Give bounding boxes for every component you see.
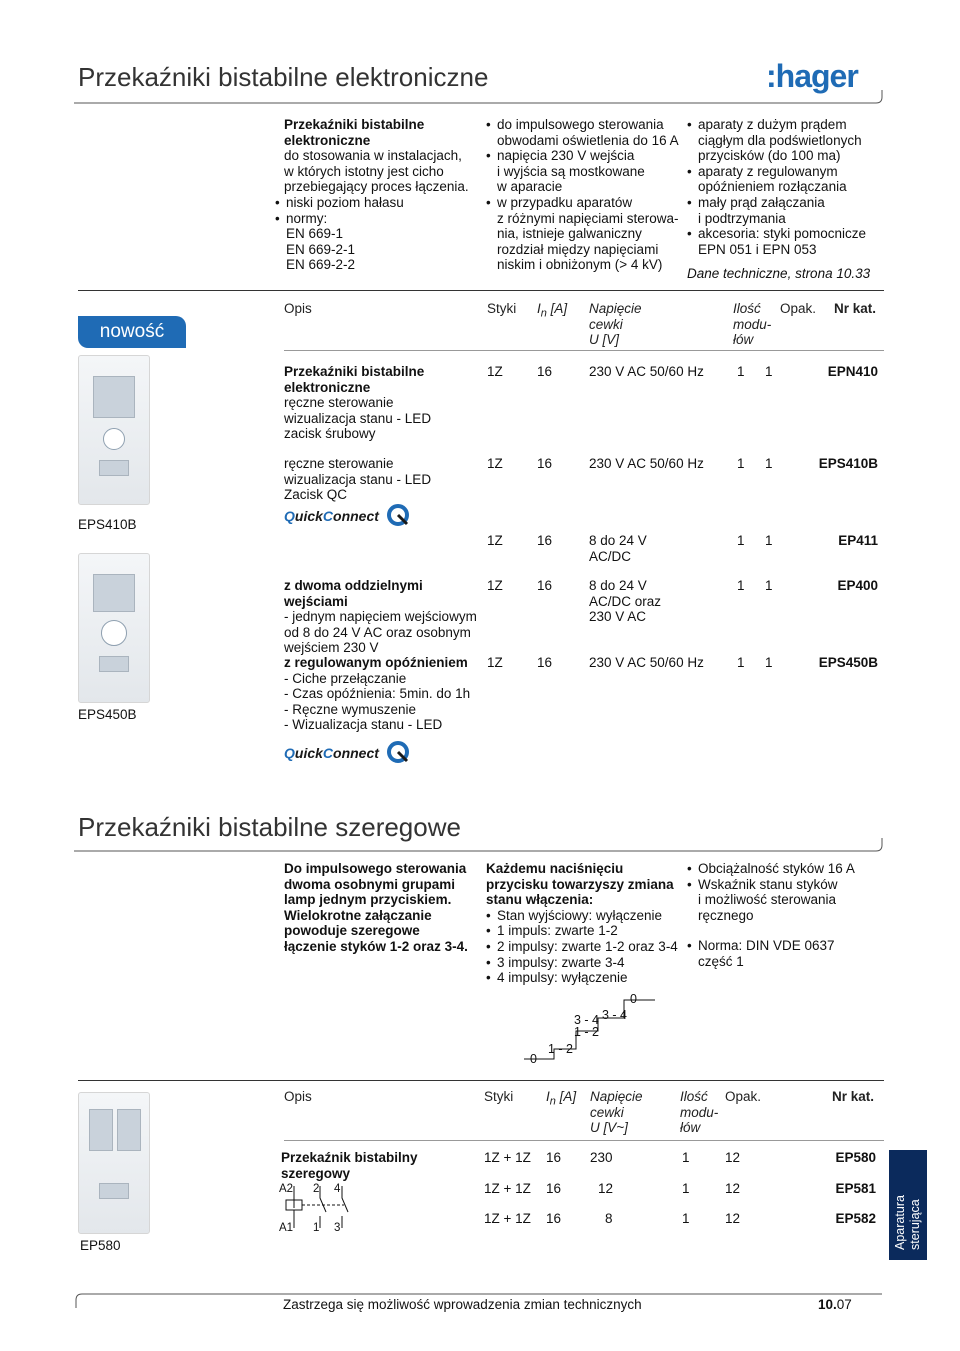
header-line: Ilość (733, 301, 761, 316)
cell-opak: 1 (765, 533, 773, 548)
side-tab-label: Aparatura (893, 1195, 907, 1250)
cell-napiecie: 230 (590, 1150, 613, 1165)
intro-bullet: • niski poziom hałasu (275, 195, 474, 211)
cell-opak: 1 (765, 456, 773, 471)
intro-bullet: • Wskaźnik stanu styków (687, 877, 887, 893)
napiecie-line: 230 V AC (589, 609, 647, 625)
intro-bullet: • Norma: DIN VDE 0637 (687, 938, 887, 954)
desc-line: wizualizacja stanu - LED (284, 410, 432, 426)
cell-opak: 1 (765, 578, 773, 593)
page-title: Przekaźniki bistabilne elektroniczne (78, 62, 489, 92)
cell-ilosc: 1 (737, 533, 745, 548)
col-header-nrkat: Nr kat. (832, 1089, 875, 1104)
desc-line: Zacisk QC (284, 487, 348, 503)
intro-text: z różnymi napięciami sterowa- (497, 210, 679, 226)
qc-letter: C (322, 508, 334, 524)
product-name-line: szeregowy (281, 1165, 351, 1181)
intro-bullet: • w przypadku aparatów (486, 195, 686, 211)
cell-napiecie (589, 533, 647, 564)
in-unit: [A] (550, 301, 568, 316)
qc-text: onnect (333, 508, 379, 524)
norm-item: EN 669-2-1 (286, 241, 356, 257)
product-name: z regulowanym opóźnieniem (284, 655, 468, 670)
image-caption: EP580 (80, 1238, 121, 1253)
cell-nrkat: EP581 (835, 1181, 876, 1196)
intro-text: przycisku towarzyszy zmiana (486, 876, 674, 892)
in-symbol: I (546, 1089, 550, 1104)
intro-text: dwoma osobnymi grupami (284, 876, 456, 892)
step-label: 3 - 4 (574, 1013, 600, 1027)
intro-text: w których istotny jest cicho (284, 163, 444, 179)
cell-in: 16 (537, 456, 553, 471)
cell-napiecie: 230 V AC 50/60 Hz (589, 655, 704, 670)
cell-in: 16 (537, 364, 553, 379)
cell-opak: 12 (725, 1181, 741, 1196)
cell-styki: 1Z + 1Z (484, 1150, 531, 1165)
page-number-page: 07 (836, 1297, 852, 1312)
series-intro-col-1 (284, 861, 484, 955)
intro-text: i możliwość sterowania (698, 892, 837, 908)
cell-nrkat: EP411 (838, 533, 878, 548)
desc-line: - jednym napięciem wejściowym (284, 609, 477, 625)
terminal-label: 3 (334, 1222, 341, 1234)
intro-text: i wyjścia są mostkowane (497, 163, 645, 179)
table-rule (78, 290, 884, 291)
cell-in: 16 (537, 533, 553, 548)
intro-text: i podtrzymania (698, 210, 786, 226)
cell-in: 16 (537, 655, 553, 670)
norm-item: EN 669-1 (286, 226, 344, 242)
intro-bullet: • napięcia 230 V wejścia (486, 148, 686, 164)
col-header-opis: Opis (284, 1089, 312, 1104)
in-unit: [A] (559, 1089, 577, 1104)
intro-text: Każdemu naciśnięciu (486, 861, 624, 876)
cell-ilosc: 1 (682, 1181, 690, 1196)
cell-in: 16 (546, 1181, 562, 1196)
intro-text: przebiegający proces łączenia. (284, 179, 469, 195)
cell-styki: 1Z (487, 456, 503, 471)
desc-line: - Ręczne wymuszenie (284, 701, 417, 717)
cell-napiecie: 12 (598, 1181, 614, 1196)
cell-opak: 12 (725, 1150, 741, 1165)
product-name: z dwoma oddzielnymi wejściami (284, 578, 423, 609)
col-header-napiecie (589, 301, 642, 348)
terminal-label: A2 (279, 1183, 294, 1195)
quickconnect-logo (284, 504, 409, 526)
cell-in: 16 (546, 1211, 562, 1226)
cell-styki: 1Z (487, 364, 503, 379)
intro-text: lamp jednym przyciskiem. (284, 892, 452, 908)
step-label: 0 (630, 992, 637, 1006)
section-rule (74, 836, 884, 854)
terminal-label: 4 (334, 1183, 341, 1195)
norm-item: EN 669-2-2 (286, 257, 356, 273)
cell-opak: 1 (765, 364, 773, 379)
col-header-nrkat: Nr kat. (834, 301, 877, 316)
intro-text: do stosowania w instalacjach, (284, 148, 462, 164)
intro-text: rozdział między napięciami (497, 241, 659, 257)
header-line: cewki (590, 1104, 624, 1120)
cell-opak: 12 (725, 1211, 741, 1226)
col-header-in (537, 301, 567, 322)
col-header-opak: Opak. (725, 1089, 762, 1104)
intro-text: przycisków (do 100 ma) (698, 148, 841, 164)
intro-text: niskim i obniżonym (> 4 kV) (497, 257, 663, 273)
page-number (818, 1297, 852, 1313)
cell-opak: 1 (765, 655, 773, 670)
qc-letter: C (322, 745, 334, 761)
desc-line: wejściem 230 V (284, 640, 379, 656)
section-title: Przekaźniki bistabilne szeregowe (78, 812, 461, 842)
cell-nrkat: EP400 (837, 578, 878, 593)
header-line: Ilość (680, 1089, 708, 1104)
hager-logo: :hager (766, 58, 858, 94)
series-intro-col-3 (687, 861, 887, 970)
intro-bullet: • do impulsowego sterowania (486, 117, 686, 133)
product-name: Przekaźniki bistabilne (284, 364, 425, 379)
new-badge: nowość (78, 316, 186, 348)
intro-bullet: • 2 impulsy: zwarte 1-2 oraz 3-4 (486, 939, 686, 955)
intro-text: łączenie styków 1-2 oraz 3-4. (284, 938, 468, 954)
product-image-eps410b (78, 355, 150, 505)
cell-napiecie: 230 V AC 50/60 Hz (589, 456, 704, 471)
cell-styki: 1Z (487, 578, 503, 593)
col-header-napiecie (590, 1089, 643, 1136)
intro-col-1 (284, 117, 474, 273)
quickconnect-icon (387, 504, 409, 526)
tech-data-ref: Dane techniczne, strona 10.33 (687, 266, 871, 282)
in-symbol: I (537, 301, 541, 316)
header-line: U [V] (589, 332, 620, 348)
intro-col-3 (687, 117, 887, 282)
table-rule (78, 1080, 884, 1081)
intro-bullet: • normy: (275, 211, 474, 227)
intro-text: nia, istnieje galwaniczny (497, 226, 642, 242)
header-line: łów (680, 1120, 701, 1136)
qc-text: onnect (333, 745, 379, 761)
desc-line: ręczne sterowanie (284, 456, 394, 471)
terminal-label: A1 (279, 1222, 294, 1234)
header-line: Napięcie (590, 1089, 643, 1104)
cell-ilosc: 1 (737, 456, 745, 471)
desc-line: - Ciche przełączanie (284, 670, 407, 686)
footer-note: Zastrzega się możliwość wprowadzenia zmian technicznych (283, 1297, 642, 1312)
cell-napiecie (589, 578, 661, 625)
intro-text: w aparacie (497, 179, 563, 195)
qc-text: uick (294, 745, 323, 761)
table-row-epn410-desc (284, 364, 484, 442)
cell-styki: 1Z (487, 655, 503, 670)
cell-napiecie: 8 (605, 1211, 613, 1226)
quickconnect-icon (387, 741, 409, 763)
intro-text: ciągłym dla podświetlonych (698, 132, 862, 148)
col-header-styki: Styki (487, 301, 517, 316)
in-subscript: n (540, 307, 547, 320)
napiecie-line: AC/DC oraz (589, 593, 662, 609)
step-label: 0 (530, 1052, 537, 1066)
cell-ilosc: 1 (737, 655, 745, 670)
desc-line: zacisk śrubowy (284, 426, 376, 442)
image-caption: EPS450B (78, 707, 137, 722)
terminal-label: 1 (313, 1222, 320, 1234)
col-header-opis: Opis (284, 301, 312, 316)
cell-ilosc: 1 (682, 1150, 690, 1165)
napiecie-line: AC/DC (589, 548, 632, 564)
header-line: U [V~] (590, 1120, 628, 1136)
desc-line: ręczne sterowanie (284, 395, 394, 411)
cell-nrkat: EPS450B (818, 655, 878, 670)
quickconnect-logo (284, 741, 409, 763)
col-header-ilosc (680, 1089, 718, 1136)
series-intro-col-2 (486, 861, 686, 986)
intro-text: obwodami oświetlenia do 16 A (497, 132, 679, 148)
image-caption: EPS410B (78, 517, 137, 532)
section-side-tab (889, 1150, 927, 1260)
cell-nrkat: EP582 (835, 1211, 876, 1226)
cell-in: 16 (546, 1150, 562, 1165)
intro-bullet: • Obciążalność styków 16 A (687, 861, 887, 877)
cell-ilosc: 1 (737, 578, 745, 593)
table-header-rule (284, 1140, 884, 1141)
product-image-ep580 (78, 1092, 150, 1234)
cell-ilosc: 1 (682, 1211, 690, 1226)
intro-bullet: • 3 impulsy: zwarte 3-4 (486, 955, 686, 971)
intro-text: Wielokrotne załączanie (284, 907, 432, 923)
napiecie-line: 8 do 24 V (589, 578, 647, 593)
intro-text: powoduje szeregowe (284, 923, 420, 939)
intro-text: opóźnieniem rozłączania (698, 179, 847, 195)
col-header-styki: Styki (484, 1089, 514, 1104)
side-tab-label: sterująca (908, 1199, 922, 1250)
col-header-in (546, 1089, 576, 1110)
intro-bullet: • 4 impulsy: wyłączenie (486, 970, 686, 986)
intro-bullet: • akcesoria: styki pomocnicze (687, 226, 887, 242)
table-row-eps450b-desc (284, 655, 484, 733)
desc-line: od 8 do 24 V AC oraz osobnym (284, 624, 471, 640)
terminal-label: 2 (313, 1183, 320, 1195)
cell-napiecie: 230 V AC 50/60 Hz (589, 364, 704, 379)
header-rule (74, 88, 884, 106)
qc-letter: Q (284, 745, 295, 761)
napiecie-line: 8 do 24 V (589, 533, 647, 548)
intro-col-2 (486, 117, 686, 273)
intro-text: Do impulsowego sterowania (284, 861, 467, 876)
intro-text: część 1 (698, 953, 744, 969)
desc-line: - Czas opóźnienia: 5min. do 1h (284, 686, 471, 702)
step-label: 1 - 2 (548, 1042, 574, 1056)
cell-in: 16 (537, 578, 553, 593)
product-name: elektroniczne (284, 379, 371, 395)
intro-bullet: • 1 impuls: zwarte 1-2 (486, 923, 686, 939)
in-subscript: n (549, 1095, 556, 1108)
step-label: 1 - 2 (574, 1025, 600, 1039)
intro-bullet: • aparaty z dużym prądem (687, 117, 887, 133)
header-line: Napięcie (589, 301, 642, 316)
cell-styki: 1Z + 1Z (484, 1211, 531, 1226)
header-line: modu- (680, 1104, 719, 1120)
cell-nrkat: EPN410 (827, 364, 878, 379)
col-header-opak: Opak. (780, 301, 817, 316)
intro-bullet: • mały prąd załączania (687, 195, 887, 211)
product-name-line: Przekaźnik bistabilny (281, 1150, 418, 1165)
qc-text: uick (294, 508, 323, 524)
cell-styki: 1Z + 1Z (484, 1181, 531, 1196)
cell-styki: 1Z (487, 533, 503, 548)
intro-bullet: • aparaty z regulowanym (687, 164, 887, 180)
cell-ilosc: 1 (737, 364, 745, 379)
header-line: cewki (589, 316, 623, 332)
intro-text: ręcznego (698, 907, 754, 923)
cell-nrkat: EPS410B (818, 456, 878, 471)
header-line: modu- (733, 316, 772, 332)
col-header-ilosc (733, 301, 771, 348)
intro-bullet: • Stan wyjściowy: wyłączenie (486, 908, 686, 924)
product-name (281, 1150, 418, 1181)
desc-line: - Wizualizacja stanu - LED (284, 717, 443, 733)
page-number-chapter: 10. (818, 1297, 837, 1312)
table-row-ep400-desc (284, 578, 489, 656)
table-header-rule (284, 350, 884, 351)
desc-line: wizualizacja stanu - LED (284, 471, 432, 487)
qc-letter: Q (284, 508, 295, 524)
table-row-eps410b-desc (284, 456, 484, 503)
product-image-eps450b (78, 553, 150, 703)
intro-title: Przekaźniki bistabilne elektroniczne (284, 117, 425, 148)
intro-text: stanu włączenia: (486, 892, 594, 908)
cell-nrkat: EP580 (835, 1150, 876, 1165)
header-line: łów (733, 332, 754, 348)
step-label: 3 - 4 (602, 1008, 628, 1022)
intro-text: EPN 051 i EPN 053 (698, 241, 817, 257)
